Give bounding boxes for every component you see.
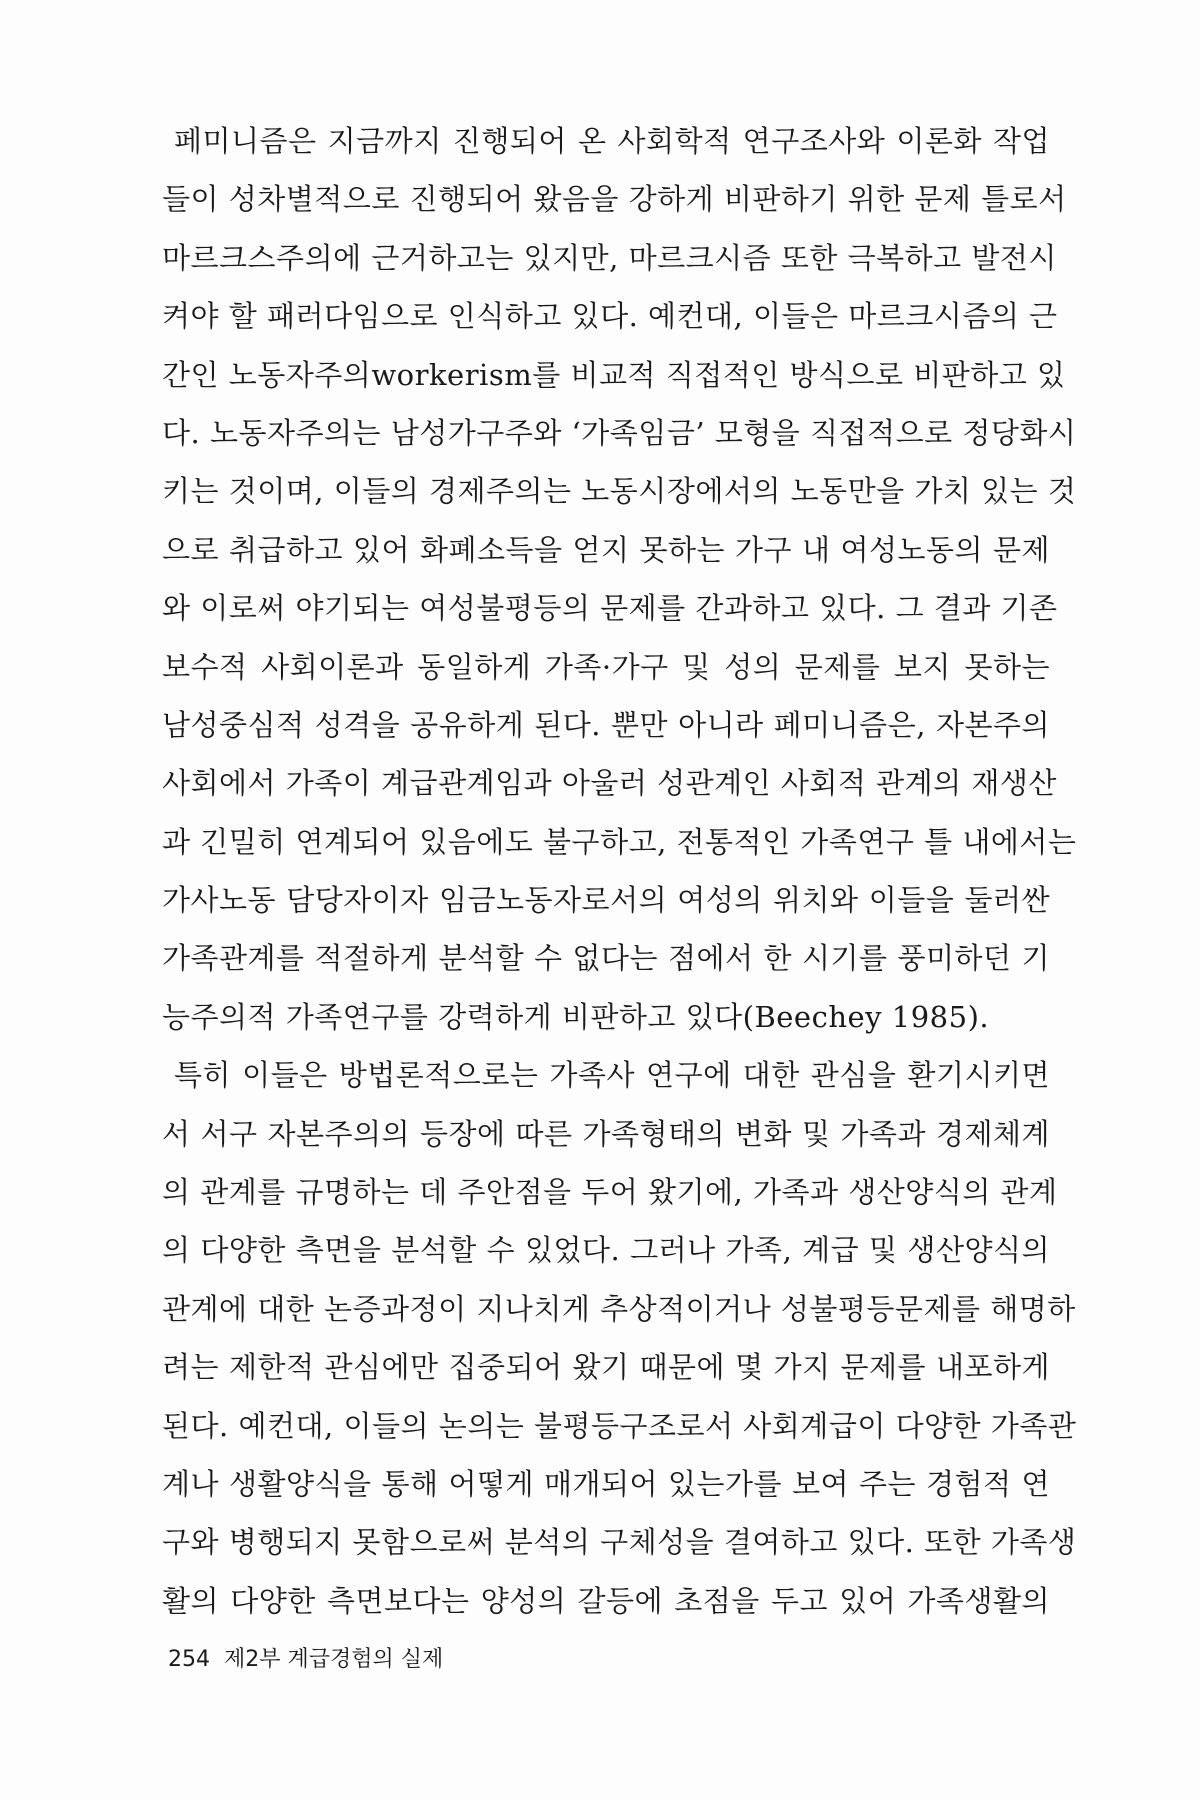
paragraph-line: 키는 것이며, 이들의 경제주의는 노동시장에서의 노동만을 가치 있는 것 <box>162 474 1077 509</box>
page-footer <box>168 1642 443 1673</box>
paragraph-line: 가사노동 담당자이자 임금노동자로서의 여성의 위치와 이들을 둘러싼 <box>162 883 1050 918</box>
paragraph-line: 켜야 할 패러다임으로 인식하고 있다. 예컨대, 이들은 마르크시즘의 근 <box>162 299 1058 334</box>
paragraph-line: 된다. 예컨대, 이들의 논의는 불평등구조로서 사회계급이 다양한 가족관 <box>162 1408 1077 1443</box>
paragraph-line: 관계에 대한 논증과정이 지나치게 추상적이거나 성불평등문제를 해명하 <box>162 1291 1076 1326</box>
body-text <box>162 112 1077 1630</box>
paragraph-line: 의 다양한 측면을 분석할 수 있었다. 그러나 가족, 계급 및 생산양식의 <box>162 1233 1050 1268</box>
paragraph-line: 사회에서 가족이 계급관계임과 아울러 성관계인 사회적 관계의 재생산 <box>162 766 1057 801</box>
paragraph-first-line: 페미니즘은 지금까지 진행되어 온 사회학적 연구조사와 이론화 작업 <box>174 124 1050 158</box>
paragraph-first-line: 특히 이들은 방법론적으로는 가족사 연구에 대한 관심을 환기시키면 <box>174 1058 1050 1093</box>
paragraph-line: 보수적 사회이론과 동일하게 가족·가구 및 성의 문제를 보지 못하는 <box>162 649 1050 684</box>
paragraph-line: 으로 취급하고 있어 화폐소득을 얻지 못하는 가구 내 여성노동의 문제 <box>162 532 1050 567</box>
page-number: 254 <box>168 1647 210 1672</box>
paragraph-line: 능주의적 가족연구를 강력하게 비판하고 있다(Beechey 1985). <box>162 999 990 1034</box>
paragraph-line: 남성중심적 성격을 공유하게 된다. 뿐만 아니라 페미니즘은, 자본주의 <box>162 707 1050 742</box>
paragraph-line: 서 서구 자본주의의 등장에 따른 가족형태의 변화 및 가족과 경제체계 <box>162 1116 1050 1151</box>
paragraph-line: 다. 노동자주의는 남성가구주와 ‘가족임금’ 모형을 직접적으로 정당화시 <box>162 415 1077 450</box>
paragraph-line: 려는 제한적 관심에만 집중되어 왔기 때문에 몇 가지 문제를 내포하게 <box>162 1350 1050 1385</box>
paragraph-line: 들이 성차별적으로 진행되어 왔음을 강하게 비판하기 위한 문제 틀로서 <box>162 182 1067 217</box>
paragraphs <box>162 112 1077 1630</box>
paragraph-line: 가족관계를 적절하게 분석할 수 없다는 점에서 한 시기를 풍미하던 기 <box>162 941 1050 976</box>
paragraph-line: 와 이로써 야기되는 여성불평등의 문제를 간과하고 있다. 그 결과 기존 <box>162 591 1058 626</box>
paragraph-line: 간인 노동자주의workerism를 비교적 직접적인 방식으로 비판하고 있 <box>162 357 1066 392</box>
paragraph-line: 의 관계를 규명하는 데 주안점을 두어 왔기에, 가족과 생산양식의 관계 <box>162 1175 1058 1210</box>
paragraph-line: 계나 생활양식을 통해 어떻게 매개되어 있는가를 보여 주는 경험적 연 <box>162 1466 1050 1501</box>
paragraph-line: 활의 다양한 측면보다는 양성의 갈등에 초점을 두고 있어 가족생활의 <box>162 1583 1050 1618</box>
section-title: 제2부 계급경험의 실제 <box>224 1647 444 1672</box>
paragraph-line: 구와 병행되지 못함으로써 분석의 구체성을 결여하고 있다. 또한 가족생 <box>162 1525 1077 1560</box>
paragraph-line: 과 긴밀히 연계되어 있음에도 불구하고, 전통적인 가족연구 틀 내에서는 <box>162 824 1077 859</box>
paragraph-line: 마르크스주의에 근거하고는 있지만, 마르크시즘 또한 극복하고 발전시 <box>162 240 1057 275</box>
